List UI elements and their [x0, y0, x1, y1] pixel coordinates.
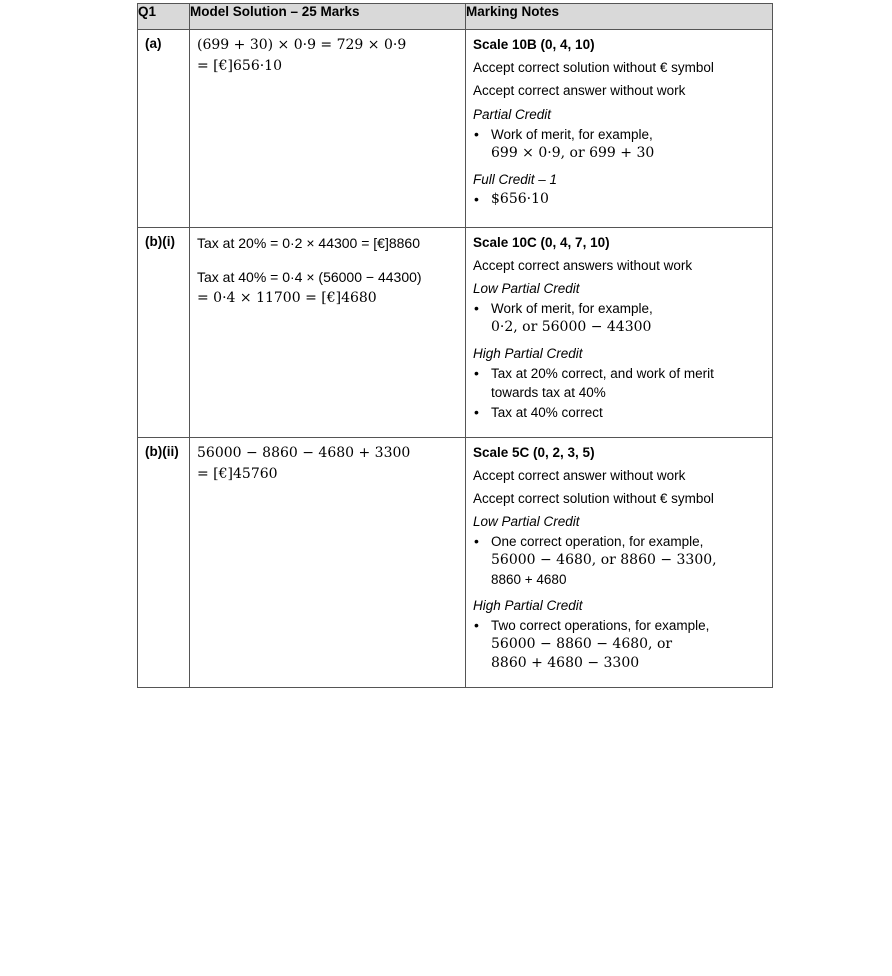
list-item — [473, 190, 765, 209]
bullet-text: Tax at 20% correct, and work of merit — [491, 366, 714, 381]
bullet-text: 56000 − 8860 − 4680, or — [491, 636, 673, 652]
marking-notes — [466, 438, 773, 688]
part-label: (b)(i) — [138, 228, 190, 438]
list-item — [473, 125, 765, 163]
model-solution — [190, 228, 466, 438]
bullet-icon: • — [474, 533, 479, 549]
solution-line: = 0·4 × 11700 = [€]4680 — [197, 290, 377, 306]
bullet-icon: • — [474, 191, 479, 207]
part-label: (a) — [138, 30, 190, 228]
bullet-text: 8860 + 4680 − 3300 — [491, 655, 640, 671]
scale-label: Scale 10C (0, 4, 7, 10) — [473, 235, 610, 250]
list-item — [473, 299, 765, 337]
marking-scheme — [137, 3, 772, 688]
accept-note: Accept correct answer without work — [473, 83, 686, 98]
solution-line: = [€]45760 — [197, 466, 278, 482]
bullet-icon: • — [474, 404, 479, 420]
accept-note: Accept correct solution without € symbol — [473, 491, 714, 506]
accept-note: Accept correct solution without € symbol — [473, 60, 714, 75]
scale-label: Scale 5C (0, 2, 3, 5) — [473, 445, 595, 460]
marking-scheme-table — [137, 3, 773, 688]
solution-line: = [€]656·10 — [197, 58, 282, 74]
credit-heading: High Partial Credit — [473, 346, 583, 361]
header-model-solution: Model Solution – 25 Marks — [190, 4, 466, 30]
table-header-row — [138, 4, 773, 30]
marking-notes — [466, 228, 773, 438]
marking-notes — [466, 30, 773, 228]
bullet-text: 8860 + 4680 — [491, 572, 567, 587]
bullet-icon: • — [474, 300, 479, 316]
table-row — [138, 228, 773, 438]
credit-heading: Low Partial Credit — [473, 514, 580, 529]
accept-note: Accept correct answers without work — [473, 258, 693, 273]
scale-label: Scale 10B (0, 4, 10) — [473, 37, 595, 52]
part-label: (b)(ii) — [138, 438, 190, 688]
credit-heading: Full Credit – 1 — [473, 172, 558, 187]
header-question: Q1 — [138, 4, 190, 30]
header-marking-notes: Marking Notes — [466, 4, 773, 30]
solution-line: 56000 − 8860 − 4680 + 3300 — [197, 445, 411, 461]
bullet-text: $656·10 — [491, 191, 549, 207]
bullet-text: Work of merit, for example, — [491, 127, 653, 142]
model-solution — [190, 438, 466, 688]
bullet-icon: • — [474, 617, 479, 633]
bullet-text: towards tax at 40% — [491, 385, 606, 400]
bullet-text: Two correct operations, for example, — [491, 618, 710, 633]
bullet-text: Work of merit, for example, — [491, 301, 653, 316]
accept-note: Accept correct answer without work — [473, 468, 686, 483]
bullet-text: 699 × 0·9, or 699 + 30 — [491, 145, 655, 161]
list-item — [473, 532, 765, 589]
table-row — [138, 30, 773, 228]
credit-heading: High Partial Credit — [473, 598, 583, 613]
bullet-text: One correct operation, for example, — [491, 534, 704, 549]
bullet-text: Tax at 40% correct — [491, 405, 603, 420]
bullet-text: 56000 − 4680, or 8860 − 3300, — [491, 552, 717, 568]
bullet-icon: • — [474, 365, 479, 381]
solution-line: (699 + 30) × 0·9 = 729 × 0·9 — [197, 37, 407, 53]
credit-heading: Partial Credit — [473, 107, 552, 122]
table-row — [138, 438, 773, 688]
list-item — [473, 364, 765, 402]
bullet-text: 0·2, or 56000 − 44300 — [491, 319, 652, 335]
bullet-icon: • — [474, 126, 479, 142]
model-solution — [190, 30, 466, 228]
list-item — [473, 616, 765, 673]
list-item — [473, 403, 765, 422]
credit-heading: Low Partial Credit — [473, 281, 580, 296]
solution-line: Tax at 40% = 0·4 × (56000 − 44300) — [197, 269, 422, 285]
solution-line: Tax at 20% = 0·2 × 44300 = [€]8860 — [197, 235, 421, 251]
